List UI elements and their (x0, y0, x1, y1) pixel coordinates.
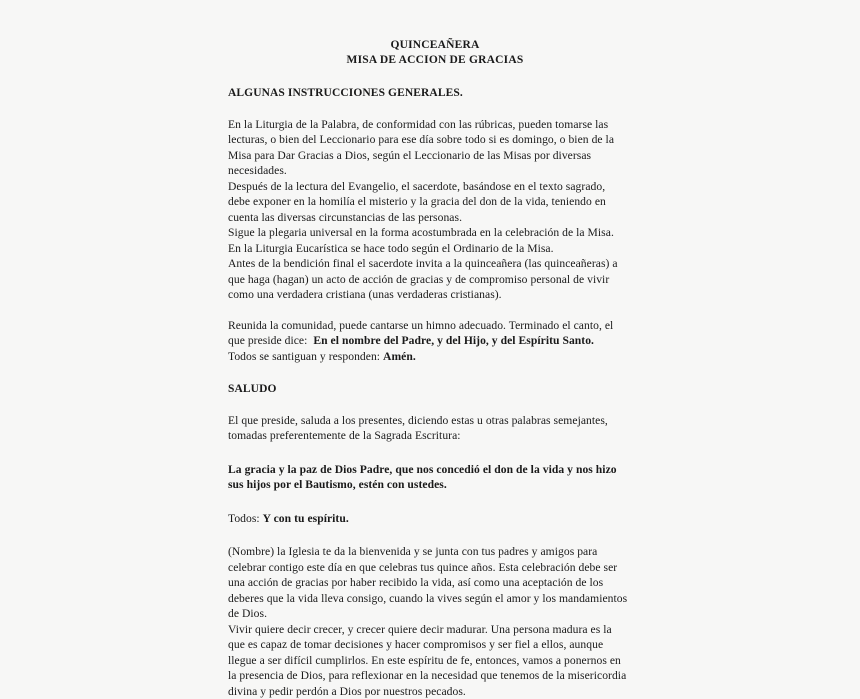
title-line-2: MISA DE ACCION DE GRACIAS (242, 53, 628, 68)
spacer (228, 444, 628, 462)
paragraph-saludo-intro: El que preside, saluda a los presentes, diciendo estas u otras palabras semejantes, tomadas preferentemente de la Sagrada Escritura: (228, 413, 628, 444)
saludo-heading: SALUDO (228, 382, 628, 398)
paragraph-plegaria-universal: Sigue la plegaria universal en la forma acostumbrada en la celebración de la Misa. (228, 225, 628, 241)
general-instructions-heading: ALGUNAS INSTRUCCIONES GENERALES. (228, 86, 628, 102)
paragraph-todos-respuesta (228, 511, 628, 527)
spacer (228, 68, 628, 86)
paragraph-reunida-comunidad (228, 318, 628, 349)
paragraph-nombre-bienvenida: (Nombre) la Iglesia te da la bienvenida y se junta con tus padres y amigos para celebrar contigo este día en que celebras tus quince años. Esta celebración debe ser una acción de gracias por haber recibido la vida, así como una aceptación de los deberes que la vida lleva consigo, cuando la vives según el amor y los mandamientos de Dios. (228, 544, 628, 622)
spacer (228, 364, 628, 382)
reunida-bold-text: En el nombre del Padre, y del Hijo, y del Espíritu Santo. (313, 334, 594, 347)
paragraph-gracia-paz: La gracia y la paz de Dios Padre, que nos concedió el don de la vida y nos hizo sus hijos por el Bautismo, estén con ustedes. (228, 462, 628, 493)
paragraph-bendicion-final: Antes de la bendición final el sacerdote invita a la quinceañera (las quinceañeras) a que haga (hagan) un acto de acción de gracias y de compromiso personal de vivir como una verdadera cristiana (unas verdaderas cristianas). (228, 256, 628, 303)
todos-label: Todos: (228, 512, 260, 525)
spacer (228, 303, 628, 318)
santiguan-bold-text: Amén. (383, 350, 416, 363)
todos-bold-text: Y con tu espíritu. (263, 512, 349, 525)
spacer (228, 102, 628, 117)
paragraph-liturgia-eucaristica: En la Liturgia Eucarística se hace todo según el Ordinario de la Misa. (228, 241, 628, 257)
paragraph-liturgia-palabra: En la Liturgia de la Palabra, de conformidad con las rúbricas, pueden tomarse las lecturas, o bien del Leccionario para ese día sobre todo si es domingo, o bien de la Misa para Dar Gracias a Dios, según el Leccionario de las Misas por diversas necesidades. (228, 117, 628, 179)
paragraph-santiguan (228, 349, 628, 365)
santiguan-intro-text: Todos se santiguan y responden: (228, 350, 380, 363)
spacer (228, 398, 628, 413)
document-title (228, 38, 628, 68)
paragraph-vivir-crecer: Vivir quiere decir crecer, y crecer quiere decir madurar. Una persona madura es la que es capaz de tomar decisiones y hacer compromisos y ser fiel a ellos, aunque llegue a ser difícil cumplirlos. En este espíritu de fe, entonces, vamos a ponernos en la presencia de Dios, para reflexionar en la necesidad que tenemos de la misericordia divina y pedir perdón a Dios por nuestros pecados. (228, 622, 628, 699)
title-line-1: QUINCEAÑERA (242, 38, 628, 53)
paragraph-despues-evangelio: Después de la lectura del Evangelio, el sacerdote, basándose en el texto sagrado, debe exponer en la homilía el misterio y la gracia del don de la vida, teniendo en cuenta las diversas circunstancias de las personas. (228, 179, 628, 226)
spacer (228, 493, 628, 511)
spacer (228, 526, 628, 544)
reunida-intro-text: Reunida la comunidad, puede cantarse un himno adecuado. Terminado el canto, el que preside dice: (228, 319, 613, 348)
document-content (228, 38, 628, 699)
